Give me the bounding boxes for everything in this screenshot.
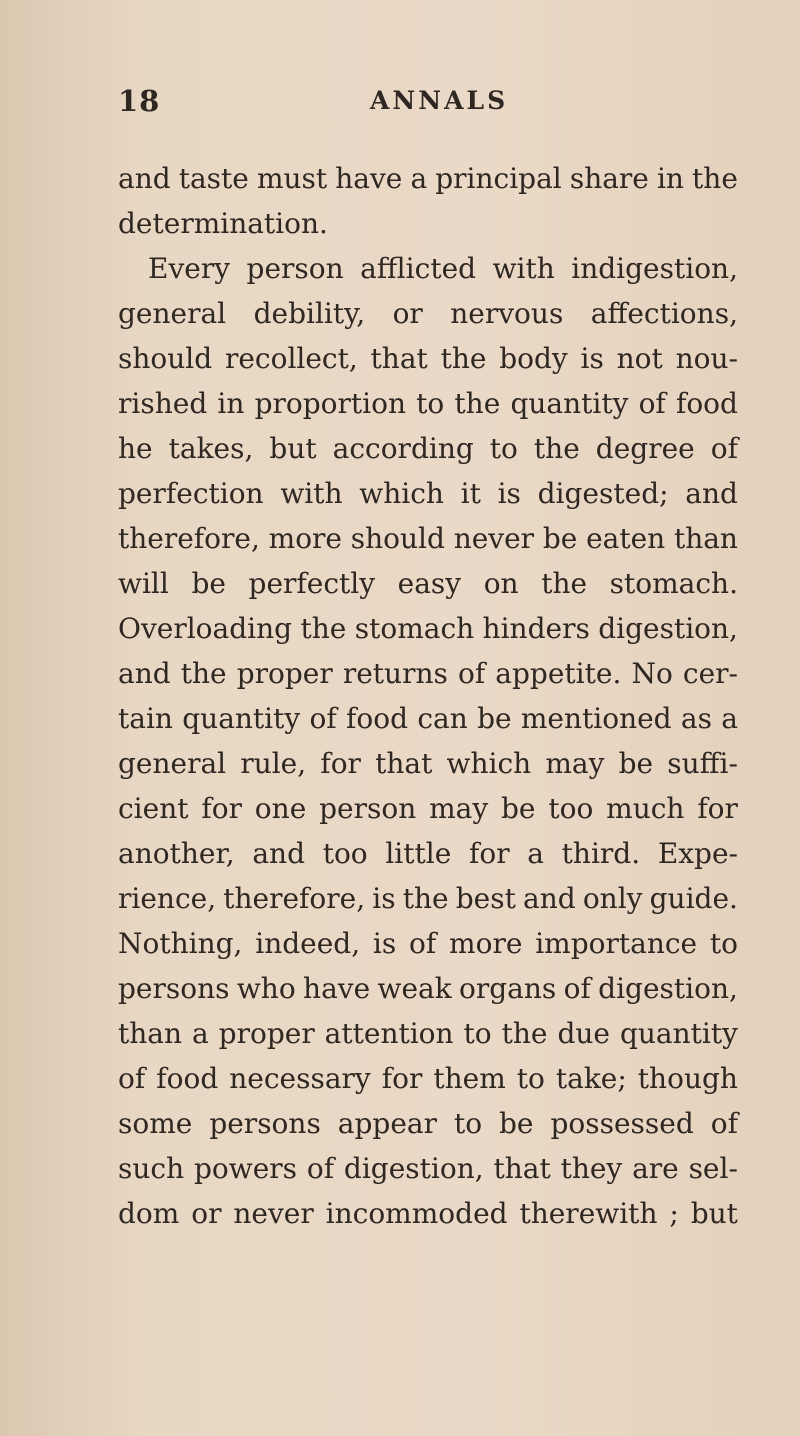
word: suffi- [667, 747, 738, 780]
word: than [118, 1017, 183, 1050]
word: Overloading [118, 612, 293, 645]
text-line [118, 921, 738, 966]
word: dom [118, 1197, 180, 1230]
word: the [501, 1017, 548, 1050]
word: more [449, 927, 523, 960]
word: is [372, 882, 396, 915]
text-line [118, 561, 738, 606]
word: proportion [254, 387, 406, 420]
word: of [563, 972, 591, 1005]
word: proper [236, 657, 333, 690]
word: may [429, 792, 489, 825]
word: another, [118, 837, 235, 870]
word: proper [218, 1017, 315, 1050]
word: person [319, 792, 417, 825]
word: for [381, 1062, 423, 1095]
word: the [402, 882, 449, 915]
running-head: ANNALS [370, 86, 509, 115]
word: persons [209, 1107, 321, 1140]
text-line [118, 381, 738, 426]
text-line [118, 201, 738, 246]
word: have [335, 162, 403, 195]
word: nou- [675, 342, 738, 375]
word: weak [377, 972, 452, 1005]
word: he [118, 432, 153, 465]
word: that [493, 1152, 551, 1185]
text-line [118, 876, 738, 921]
word: eaten [586, 522, 666, 555]
word: than [673, 522, 738, 555]
text-line [118, 831, 738, 876]
word: is [580, 342, 604, 375]
word: recollect, [224, 342, 358, 375]
text-line [118, 1011, 738, 1056]
word: rience, [118, 882, 217, 915]
word: some [118, 1107, 193, 1140]
text-line [118, 1146, 738, 1191]
word: and [252, 837, 305, 870]
word: take; [555, 1062, 627, 1095]
text-line [118, 606, 738, 651]
word: digestion, [343, 1152, 484, 1185]
word: and [523, 882, 576, 915]
word: the [440, 342, 487, 375]
word: though [637, 1062, 738, 1095]
word: food [675, 387, 738, 420]
text-line [118, 471, 738, 516]
word: should [350, 522, 445, 555]
word: general [118, 747, 227, 780]
word: No [631, 657, 673, 690]
text-line [118, 246, 738, 291]
word: to [416, 387, 445, 420]
word: one [254, 792, 307, 825]
word: perfection [118, 477, 264, 510]
word: person [246, 252, 344, 285]
word: which [446, 747, 532, 780]
word: body [499, 342, 568, 375]
word: of [710, 1107, 738, 1140]
word: nervous [450, 297, 564, 330]
word: more [268, 522, 343, 555]
word: Nothing, [118, 927, 243, 960]
word: necessary [229, 1062, 371, 1095]
word: appear [337, 1107, 437, 1140]
word: of [638, 387, 666, 420]
word: taste [178, 162, 249, 195]
word: of [457, 657, 486, 690]
word: and [118, 162, 171, 195]
word: be [542, 522, 578, 555]
text-line [118, 1101, 738, 1146]
word: the [692, 162, 738, 195]
word: food [156, 1062, 219, 1095]
word: therefore, [118, 522, 260, 555]
word: which [359, 477, 444, 510]
word: organs [459, 972, 557, 1005]
word: possessed [550, 1107, 694, 1140]
word: quantity [182, 702, 301, 735]
word: it [460, 477, 481, 510]
word: them [433, 1062, 506, 1095]
word: debility, [253, 297, 366, 330]
word: too [322, 837, 368, 870]
word: affections, [590, 297, 738, 330]
word: be [618, 747, 654, 780]
word: but [269, 432, 317, 465]
word: for [201, 792, 242, 825]
word: will [118, 567, 169, 600]
word: in [217, 387, 245, 420]
text-line [118, 966, 738, 1011]
word: afflicted [360, 252, 477, 285]
text-line [118, 156, 738, 201]
text-line [118, 696, 738, 741]
word: little [385, 837, 452, 870]
word: be [191, 567, 226, 600]
word: cient [118, 792, 189, 825]
word: may [545, 747, 605, 780]
word: they [560, 1152, 623, 1185]
word: the [180, 657, 227, 690]
word: that [375, 747, 433, 780]
word: but [690, 1197, 738, 1230]
word: food [346, 702, 409, 735]
word: on [483, 567, 519, 600]
word: sel- [688, 1152, 738, 1185]
word: be [501, 792, 536, 825]
text-line [118, 336, 738, 381]
word: tain [118, 702, 173, 735]
body-text [118, 156, 738, 1236]
word: and [118, 657, 171, 690]
word: must [256, 162, 328, 195]
word: or [191, 1197, 222, 1230]
word: incommoded [325, 1197, 508, 1230]
word: returns [342, 657, 448, 690]
word: due [557, 1017, 610, 1050]
word: therewith [519, 1197, 658, 1230]
word: can [417, 702, 468, 735]
word: mentioned [520, 702, 672, 735]
word: the [533, 432, 580, 465]
word: should [118, 342, 213, 375]
word: digestion, [598, 612, 738, 645]
word: of [409, 927, 437, 960]
word: or [392, 297, 423, 330]
text-line [118, 1191, 738, 1236]
word: stomach. [609, 567, 738, 600]
text-line [118, 651, 738, 696]
word: to [453, 1107, 483, 1140]
word: of [306, 1152, 335, 1185]
word: rished [118, 387, 208, 420]
word: general [118, 297, 227, 330]
word: to [516, 1062, 545, 1095]
word: guide. [649, 882, 738, 915]
word: not [616, 342, 663, 375]
word: is [497, 477, 521, 510]
word: attention [324, 1017, 454, 1050]
word: a [191, 1017, 209, 1050]
page-header [0, 84, 800, 124]
word: as [680, 702, 712, 735]
word: a [527, 837, 544, 870]
word: to [709, 927, 738, 960]
text-line [118, 741, 738, 786]
word: indeed, [255, 927, 361, 960]
word: digested; [537, 477, 669, 510]
word: determination. [118, 207, 328, 240]
word: rule, [240, 747, 307, 780]
word: stomach [354, 612, 475, 645]
word: never [233, 1197, 314, 1230]
word: the [454, 387, 501, 420]
word: be [499, 1107, 534, 1140]
word: are [632, 1152, 679, 1185]
word: to [463, 1017, 492, 1050]
word: for [468, 837, 510, 870]
word: and [685, 477, 738, 510]
word: principal [435, 162, 562, 195]
word: appetite. [495, 657, 622, 690]
word: for [320, 747, 361, 780]
word: is [372, 927, 397, 960]
word: of [710, 432, 738, 465]
text-line [118, 426, 738, 471]
word: be [477, 702, 512, 735]
word: Expe- [657, 837, 738, 870]
word: degree [595, 432, 695, 465]
word: easy [397, 567, 462, 600]
word: who [236, 972, 296, 1005]
word: the [541, 567, 588, 600]
word: indigestion, [571, 252, 738, 285]
word: a [721, 702, 738, 735]
word: much [606, 792, 685, 825]
word: perfectly [248, 567, 376, 600]
word: according [332, 432, 474, 465]
word: best [455, 882, 516, 915]
word: ; [669, 1197, 679, 1230]
word: quantity [510, 387, 629, 420]
word: hinders [482, 612, 590, 645]
word: quantity [619, 1017, 738, 1050]
word: have [303, 972, 371, 1005]
text-line [118, 291, 738, 336]
word: persons [118, 972, 230, 1005]
word: that [370, 342, 428, 375]
text-line [118, 1056, 738, 1101]
text-line [118, 786, 738, 831]
word: never [453, 522, 535, 555]
word: with [280, 477, 343, 510]
word: cer- [682, 657, 738, 690]
word: of [118, 1062, 146, 1095]
word: only [582, 882, 643, 915]
word: importance [535, 927, 698, 960]
word: takes, [168, 432, 254, 465]
word: share [569, 162, 649, 195]
word: a [410, 162, 428, 195]
word: therefore, [223, 882, 366, 915]
word: of [309, 702, 337, 735]
word: the [300, 612, 347, 645]
word: for [697, 792, 738, 825]
word: powers [193, 1152, 298, 1185]
word: too [548, 792, 594, 825]
word: third. [561, 837, 641, 870]
word: with [492, 252, 555, 285]
word: to [489, 432, 518, 465]
page-number: 18 [118, 84, 161, 118]
word: in [656, 162, 684, 195]
word: Every [148, 252, 231, 285]
word: such [118, 1152, 185, 1185]
word: digestion, [598, 972, 738, 1005]
text-line [118, 516, 738, 561]
